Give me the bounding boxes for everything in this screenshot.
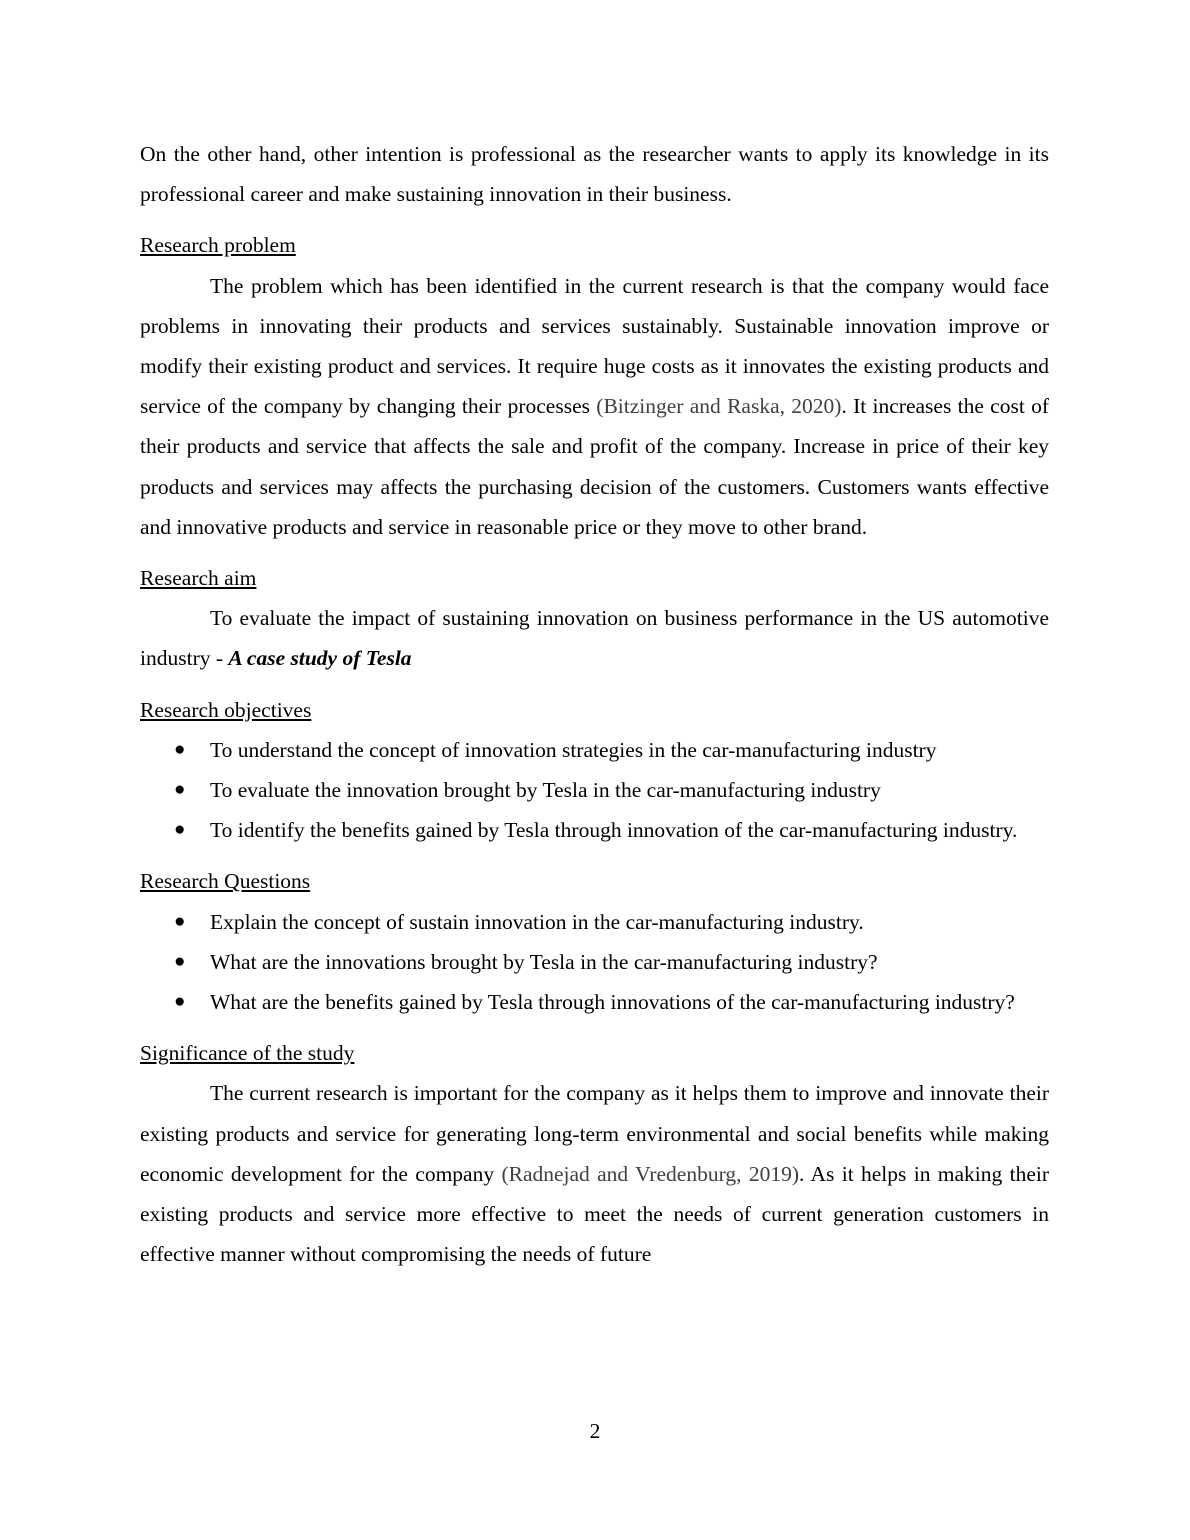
significance-paragraph	[140, 1073, 1049, 1274]
list-item	[140, 810, 1049, 850]
list-item	[140, 770, 1049, 810]
list-item-text: Explain the concept of sustain innovation in the car-manufacturing industry.	[210, 909, 864, 934]
bullet-icon: ●	[174, 991, 186, 1013]
list-item	[140, 942, 1049, 982]
significance-heading: Significance of the study	[140, 1041, 355, 1066]
bullet-icon: ●	[174, 950, 186, 972]
page-number: 2	[589, 1419, 601, 1443]
research-questions-heading: Research Questions	[140, 869, 311, 894]
list-item	[140, 902, 1049, 942]
research-aim-text: To evaluate the impact of sustaining innovation on business performance in the US automotive industry -	[140, 606, 1049, 671]
research-aim-heading: Research aim	[140, 566, 257, 591]
bullet-icon: ●	[174, 779, 186, 801]
list-item-text: To evaluate the innovation brought by Tesla in the car-manufacturing industry	[210, 778, 881, 803]
significance-text-1: The current research is important for the company as it helps them to improve and innovate their existing products and service for generating long-term environmental and social benefits while making economic development for the company	[140, 1081, 1049, 1186]
intro-paragraph: On the other hand, other intention is professional as the researcher wants to apply its knowledge in its professional career and make sustaining innovation in their business.	[140, 142, 1049, 207]
significance-text-2: . As it helps in making their existing products and service more effective to meet the needs of current generation customers in effective manner without compromising the needs of future	[140, 1161, 1049, 1267]
bullet-icon: ●	[174, 819, 186, 841]
research-aim-paragraph	[140, 598, 1049, 678]
list-item-text: To identify the benefits gained by Tesla through innovation of the car-manufacturing industry.	[210, 818, 1018, 843]
research-problem-text-2: . It increases the cost of their products and service that affects the sale and profit of the company. Increase in price of their key products and services may affects the purchasing decision of the customers. Customers wants effective and innovative products and service in reasonable price or they move to other brand.	[140, 394, 1049, 539]
list-item-text: What are the innovations brought by Tesla in the car-manufacturing industry?	[210, 949, 878, 974]
list-item	[140, 730, 1049, 770]
citation-radnejad-vredenburg: (Radnejad and Vredenburg, 2019)	[501, 1161, 799, 1186]
research-objectives-list	[140, 730, 1049, 851]
research-problem-text-1: The problem which has been identified in the current research is that the company would face problems in innovating their products and services sustainably. Sustainable innovation improve or modify their existing product and services. It require huge costs as it innovates the existing products and service of the company by changing their processes	[140, 273, 1049, 419]
document-page	[140, 134, 1049, 1274]
research-objectives-heading: Research objectives	[140, 697, 312, 722]
research-questions-list	[140, 902, 1049, 1023]
bullet-icon: ●	[174, 910, 186, 932]
bullet-icon: ●	[174, 738, 186, 760]
list-item-text: To understand the concept of innovation strategies in the car-manufacturing industry	[210, 737, 937, 762]
citation-bitzinger-raska: (Bitzinger and Raska, 2020)	[596, 394, 842, 419]
research-aim-emphasis: A case study of Tesla	[228, 646, 412, 671]
research-problem-paragraph	[140, 266, 1049, 547]
research-problem-heading: Research problem	[140, 233, 296, 258]
list-item-text: What are the benefits gained by Tesla through innovations of the car-manufacturing industry?	[210, 990, 1015, 1015]
list-item	[140, 982, 1049, 1022]
